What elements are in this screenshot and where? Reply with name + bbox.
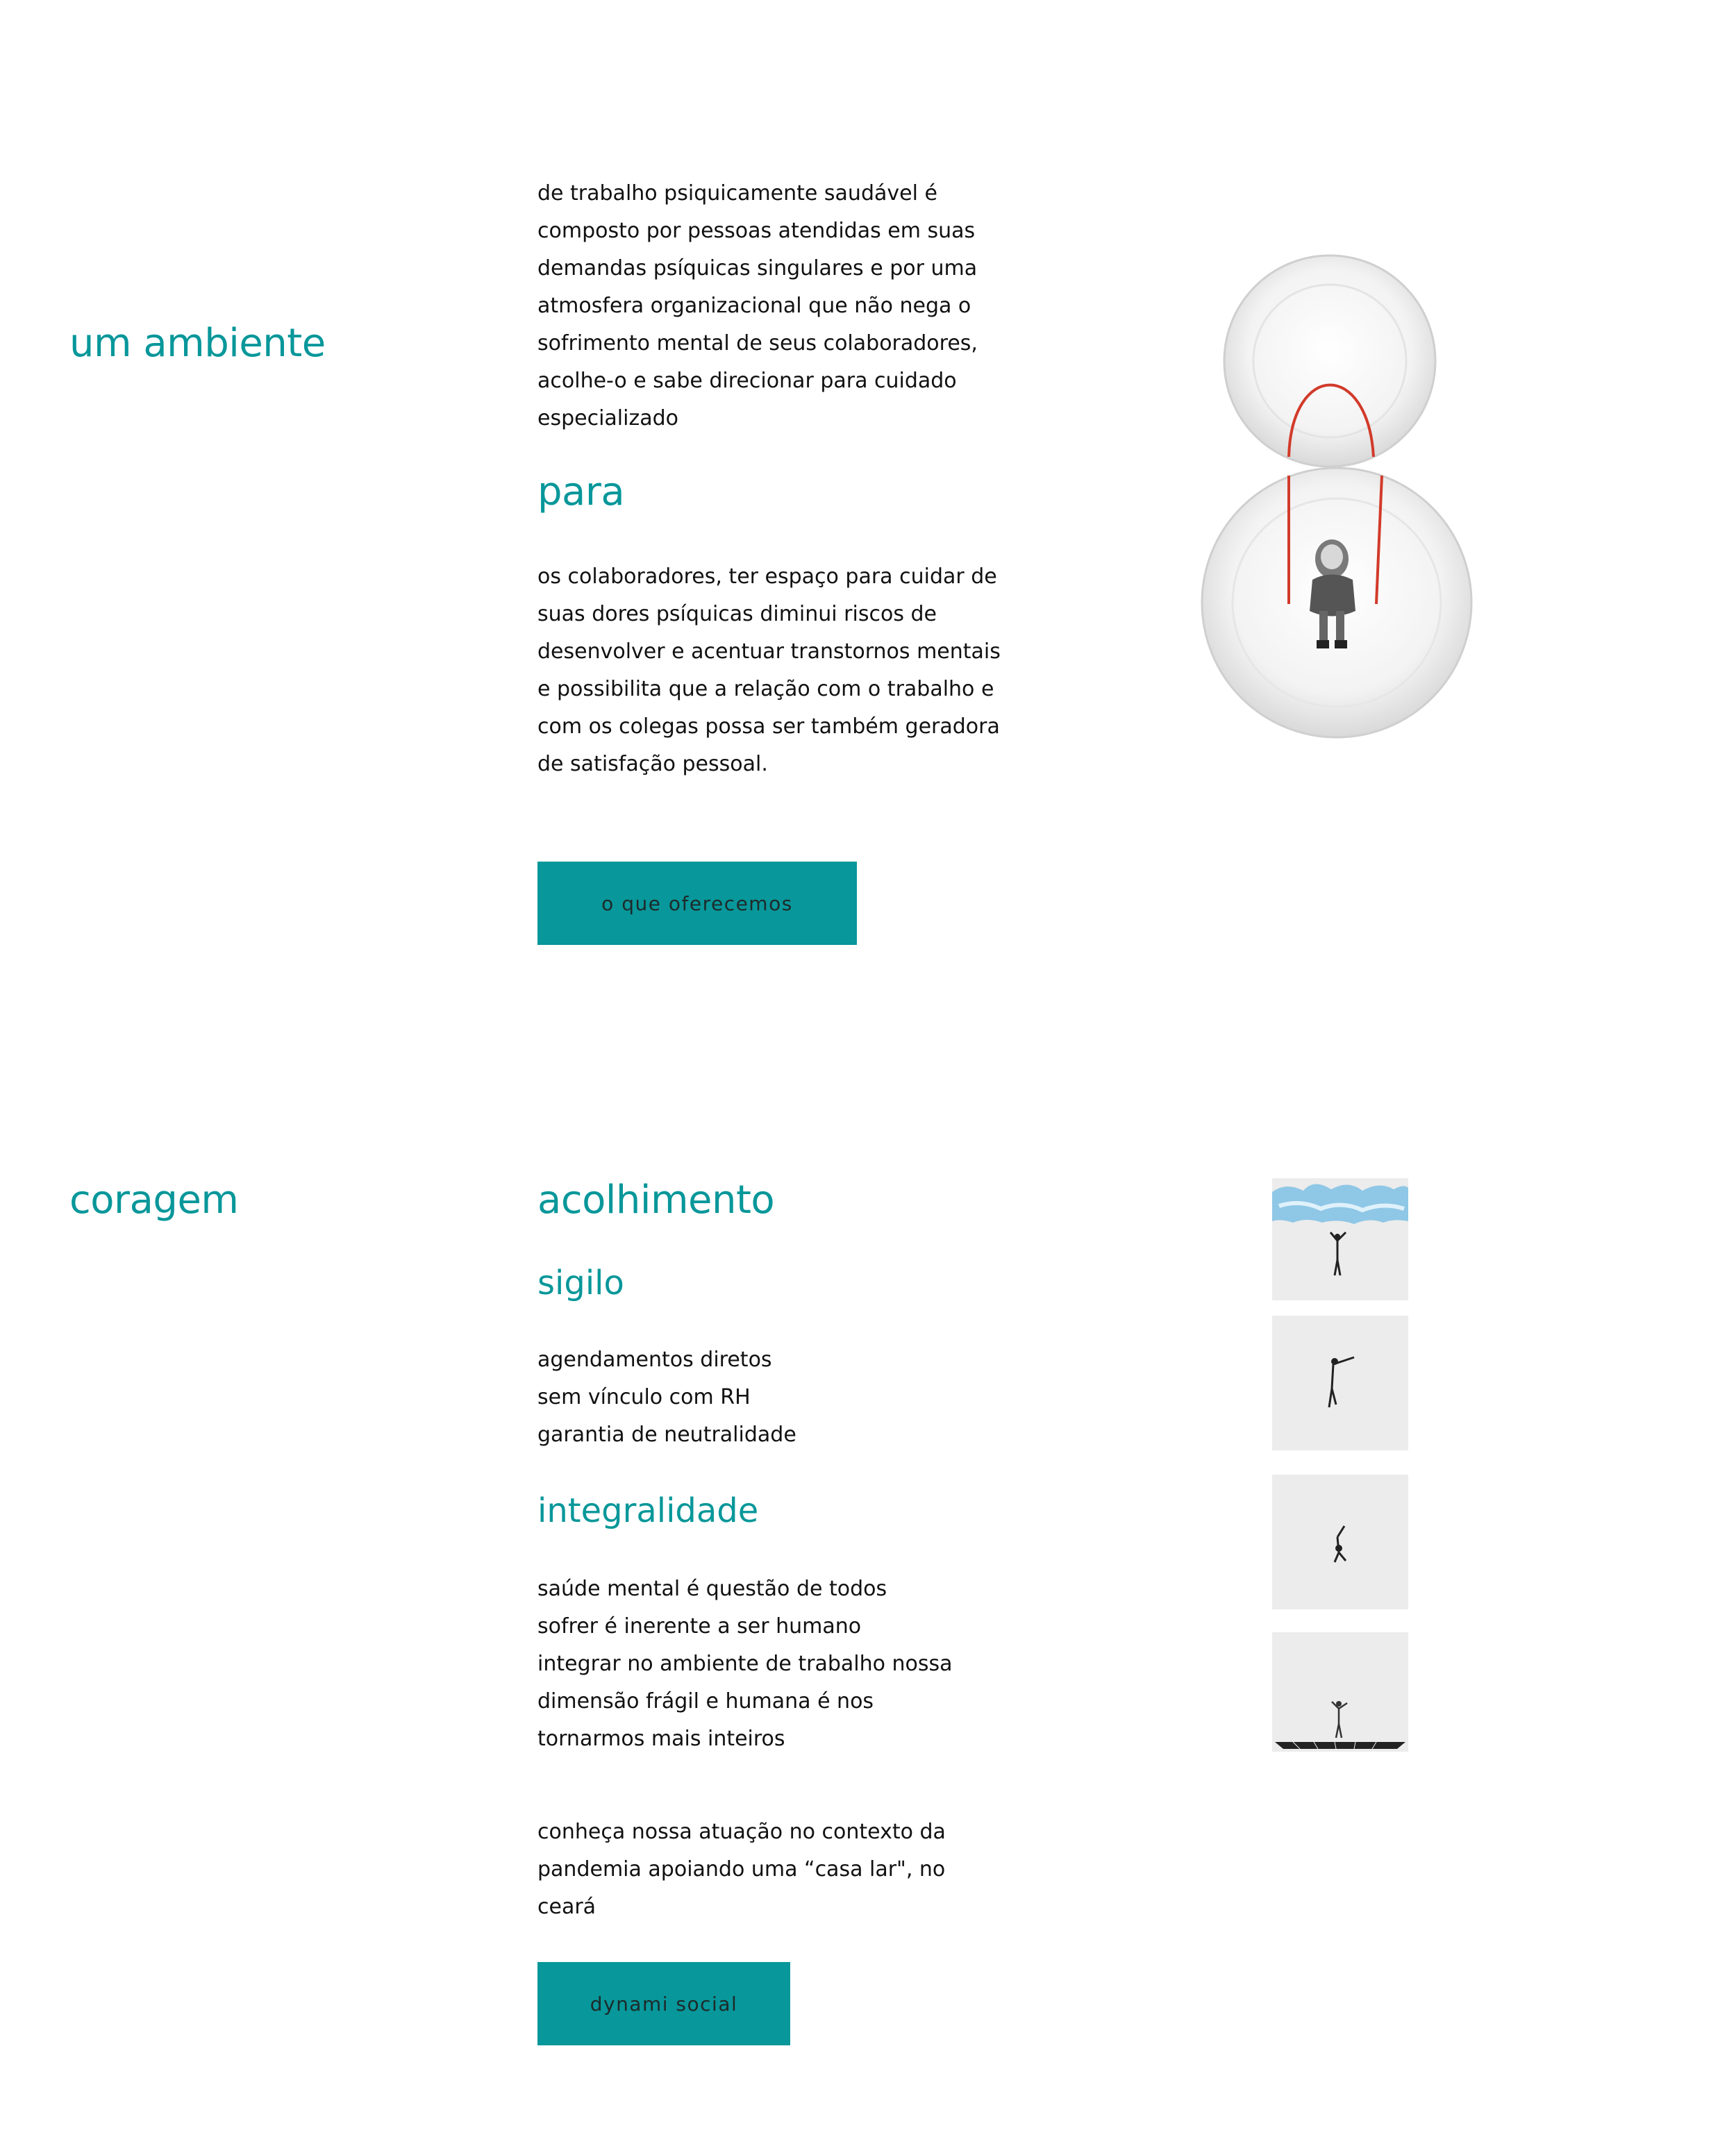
plates-swing-image [1194,243,1486,743]
paragraph-ambiente: de trabalho psiquicamente saudável é composto por pessoas atendidas em suas demandas psíquicas singulares e por uma atmosfera organizacional que não nega o sofrimento mental de seus colaboradores, acolhe-o e sabe direcionar para cuidado especializado [537,181,978,430]
list-item: tornarmos mais inteiros [537,1727,785,1751]
cloud-jumper-image [1272,1178,1408,1300]
diver-image [1272,1316,1408,1450]
list-item: saúde mental é questão de todos [537,1577,887,1601]
side-heading-coragem: coragem [69,1178,239,1223]
heading-sigilo: sigilo [537,1264,624,1302]
sigilo-list [537,1341,1010,1454]
list-item: agendamentos diretos [537,1348,772,1372]
side-heading-um-ambiente: um ambiente [69,321,326,366]
dynami-social-button[interactable]: dynami social [537,1962,790,2045]
heading-acolhimento: acolhimento [537,1178,775,1223]
list-item: dimensão frágil e humana é nos [537,1689,874,1713]
list-item: integrar no ambiente de trabalho nossa [537,1652,953,1676]
paragraph-pandemia: conheça nossa atuação no contexto da pandemia apoiando uma “casa lar", no ceará [537,1820,946,1919]
falling-figure-image [1272,1475,1408,1609]
subheading-para: para [537,469,625,514]
list-item: sofrer é inerente a ser humano [537,1614,862,1639]
paragraph-para: os colaboradores, ter espaço para cuidar de suas dores psíquicas diminui riscos de desenvolver e acentuar transtornos mentais e possibilita que a relação com o trabalho e com os colegas possa ser também geradora de satisfação pessoal. [537,564,1001,776]
heading-integralidade: integralidade [537,1491,759,1530]
list-item: garantia de neutralidade [537,1423,796,1447]
o-que-oferecemos-button[interactable]: o que oferecemos [537,862,857,945]
integralidade-list [537,1570,1010,1758]
list-item: sem vínculo com RH [537,1385,751,1409]
trampoline-image [1272,1632,1408,1752]
